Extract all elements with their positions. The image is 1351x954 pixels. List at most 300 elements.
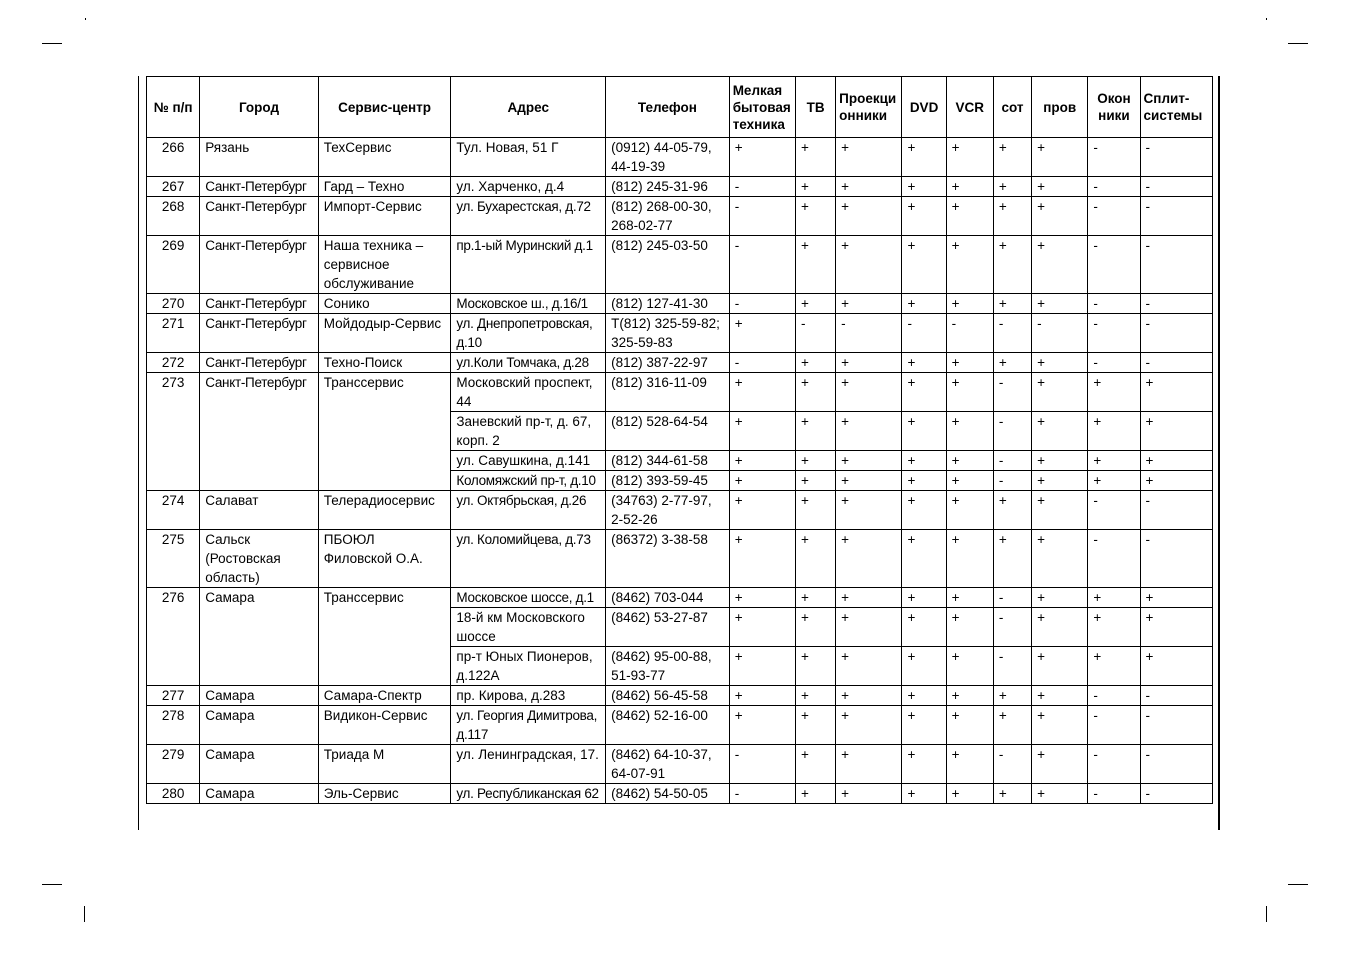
table-row — [147, 686, 1213, 706]
address-cell: Коломяжский пр-т, д.10 — [451, 471, 606, 491]
page-margin-line-right — [1218, 76, 1220, 830]
header-row — [147, 77, 1213, 138]
service-availability-cell: + — [946, 373, 993, 412]
service-availability-cell: + — [1088, 608, 1140, 647]
city-cell: Самара — [200, 686, 319, 706]
col-header-address: Адрес — [451, 77, 606, 138]
service-availability-cell: + — [946, 138, 993, 177]
col-header-split: Сплит- системы — [1140, 77, 1212, 138]
service-availability-cell: + — [836, 491, 902, 530]
service-availability-cell: + — [946, 686, 993, 706]
address-cell: Тул. Новая, 51 Г — [451, 138, 606, 177]
service-availability-cell: + — [836, 706, 902, 745]
service-availability-cell: + — [902, 745, 946, 784]
crop-mark — [42, 884, 62, 885]
service-availability-cell: + — [729, 686, 795, 706]
city-cell: Санкт-Петербург — [200, 177, 319, 197]
city-cell: Санкт-Петербург — [200, 353, 319, 373]
phone-cell: (8462) 54-50-05 — [606, 784, 730, 804]
service-availability-cell: + — [836, 745, 902, 784]
phone-cell: (34763) 2-77-97, 2-52-26 — [606, 491, 730, 530]
service-availability-cell: + — [993, 294, 1031, 314]
service-availability-cell: - — [1140, 745, 1212, 784]
service-availability-cell: + — [993, 353, 1031, 373]
service-availability-cell: + — [946, 491, 993, 530]
address-cell: ул. Бухарестская, д.72 — [451, 197, 606, 236]
table-row — [147, 197, 1213, 236]
service-availability-cell: - — [729, 197, 795, 236]
service-availability-cell: - — [1140, 686, 1212, 706]
service-availability-cell: + — [902, 294, 946, 314]
service-availability-cell: + — [836, 373, 902, 412]
service-availability-cell: + — [795, 745, 835, 784]
service-availability-cell: + — [993, 177, 1031, 197]
service-availability-cell: + — [1032, 294, 1088, 314]
service-availability-cell: - — [1088, 745, 1140, 784]
service-availability-cell: - — [1032, 314, 1088, 353]
service-availability-cell: + — [729, 647, 795, 686]
service-availability-cell: + — [946, 471, 993, 491]
phone-cell: (8462) 95-00-88, 51-93-77 — [606, 647, 730, 686]
service-availability-cell: + — [795, 294, 835, 314]
row-number-cell: 271 — [147, 314, 200, 353]
service-availability-cell: + — [1032, 745, 1088, 784]
service-availability-cell: + — [795, 138, 835, 177]
service-availability-cell: - — [1088, 197, 1140, 236]
row-number-cell: 272 — [147, 353, 200, 373]
service-center-cell: Транссервис — [318, 588, 451, 686]
phone-cell: (8462) 53-27-87 — [606, 608, 730, 647]
row-number-cell: 270 — [147, 294, 200, 314]
service-availability-cell: + — [795, 451, 835, 471]
service-availability-cell: + — [795, 236, 835, 294]
service-center-cell: Импорт-Сервис — [318, 197, 451, 236]
service-availability-cell: - — [1088, 314, 1140, 353]
row-number-cell: 277 — [147, 686, 200, 706]
service-availability-cell: + — [946, 745, 993, 784]
service-availability-cell: + — [836, 236, 902, 294]
service-availability-cell: - — [993, 588, 1031, 608]
row-number-cell: 273 — [147, 373, 200, 491]
service-availability-cell: + — [1088, 451, 1140, 471]
service-availability-cell: + — [1032, 530, 1088, 588]
phone-cell: (812) 387-22-97 — [606, 353, 730, 373]
service-availability-cell: - — [729, 294, 795, 314]
address-cell: ул.Коли Томчака, д.28 — [451, 353, 606, 373]
service-availability-cell: + — [795, 491, 835, 530]
service-center-cell: Мойдодыр-Сервис — [318, 314, 451, 353]
service-availability-cell: + — [946, 294, 993, 314]
service-availability-cell: - — [1140, 530, 1212, 588]
address-cell: ул. Георгия Димитрова, д.117 — [451, 706, 606, 745]
service-availability-cell: + — [902, 373, 946, 412]
service-availability-cell: + — [836, 412, 902, 451]
row-number-cell: 269 — [147, 236, 200, 294]
service-availability-cell: + — [1140, 471, 1212, 491]
service-availability-cell: - — [993, 647, 1031, 686]
service-availability-cell: - — [729, 745, 795, 784]
col-header-wired: пров — [1032, 77, 1088, 138]
service-availability-cell: - — [729, 784, 795, 804]
phone-cell: (812) 528-64-54 — [606, 412, 730, 451]
page-margin-line-left — [138, 76, 139, 830]
service-availability-cell: - — [902, 314, 946, 353]
city-cell: Самара — [200, 588, 319, 686]
service-center-cell: Самара-Спектр — [318, 686, 451, 706]
row-number-cell: 268 — [147, 197, 200, 236]
service-availability-cell: + — [1032, 784, 1088, 804]
service-availability-cell: - — [1088, 706, 1140, 745]
table-body — [147, 138, 1213, 804]
service-availability-cell: + — [729, 138, 795, 177]
service-availability-cell: + — [1032, 353, 1088, 373]
service-availability-cell: - — [993, 412, 1031, 451]
phone-cell: (8462) 52-16-00 — [606, 706, 730, 745]
service-availability-cell: + — [729, 706, 795, 745]
service-availability-cell: + — [993, 138, 1031, 177]
service-availability-cell: + — [946, 236, 993, 294]
service-center-cell: Наша техника – сервисное обслуживание — [318, 236, 451, 294]
table-row — [147, 706, 1213, 745]
service-availability-cell: + — [729, 451, 795, 471]
service-availability-cell: + — [1140, 451, 1212, 471]
phone-cell: (812) 245-31-96 — [606, 177, 730, 197]
service-availability-cell: + — [902, 686, 946, 706]
phone-cell: (0912) 44-05-79, 44-19-39 — [606, 138, 730, 177]
col-header-projectors: Проекци онники — [836, 77, 902, 138]
city-cell: Санкт-Петербург — [200, 294, 319, 314]
address-cell: пр.1-ый Муринский д.1 — [451, 236, 606, 294]
service-availability-cell: + — [1032, 197, 1088, 236]
phone-cell: (8462) 703-044 — [606, 588, 730, 608]
row-number-cell: 267 — [147, 177, 200, 197]
service-availability-cell: + — [795, 471, 835, 491]
col-header-num: № п/п — [147, 77, 200, 138]
service-availability-cell: + — [1088, 647, 1140, 686]
service-availability-cell: - — [1088, 138, 1140, 177]
service-availability-cell: - — [1088, 530, 1140, 588]
address-cell: ул. Республиканская 62 — [451, 784, 606, 804]
service-center-cell: Гард – Техно — [318, 177, 451, 197]
service-availability-cell: - — [993, 314, 1031, 353]
service-availability-cell: + — [729, 588, 795, 608]
service-availability-cell: + — [836, 686, 902, 706]
service-availability-cell: + — [902, 236, 946, 294]
service-availability-cell: + — [795, 706, 835, 745]
city-cell: Самара — [200, 784, 319, 804]
service-availability-cell: - — [1140, 294, 1212, 314]
address-cell: ул. Савушкина, д.141 — [451, 451, 606, 471]
service-availability-cell: + — [795, 197, 835, 236]
phone-cell: (812) 344-61-58 — [606, 451, 730, 471]
row-number-cell: 266 — [147, 138, 200, 177]
crop-mark — [42, 43, 62, 44]
address-cell: ул. Коломийцева, д.73 — [451, 530, 606, 588]
service-availability-cell: - — [1088, 236, 1140, 294]
crop-mark — [1288, 43, 1308, 44]
service-availability-cell: + — [795, 784, 835, 804]
service-availability-cell: + — [902, 353, 946, 373]
col-header-tv: ТВ — [795, 77, 835, 138]
service-availability-cell: + — [993, 197, 1031, 236]
service-availability-cell: + — [836, 530, 902, 588]
service-center-cell: ТехСервис — [318, 138, 451, 177]
service-availability-cell: - — [1140, 138, 1212, 177]
phone-cell: (812) 268-00-30, 268-02-77 — [606, 197, 730, 236]
service-availability-cell: + — [836, 197, 902, 236]
service-availability-cell: - — [1088, 353, 1140, 373]
service-availability-cell: + — [795, 608, 835, 647]
phone-cell: (812) 316-11-09 — [606, 373, 730, 412]
row-number-cell: 276 — [147, 588, 200, 686]
service-availability-cell: + — [1140, 608, 1212, 647]
service-availability-cell: + — [993, 236, 1031, 294]
service-availability-cell: - — [993, 608, 1031, 647]
service-availability-cell: + — [729, 491, 795, 530]
service-center-cell: Транссервис — [318, 373, 451, 491]
service-availability-cell: + — [729, 608, 795, 647]
service-availability-cell: + — [1140, 412, 1212, 451]
service-availability-cell: + — [946, 451, 993, 471]
table-row — [147, 745, 1213, 784]
service-availability-cell: + — [836, 138, 902, 177]
service-availability-cell: + — [1032, 236, 1088, 294]
service-availability-cell: - — [795, 314, 835, 353]
service-availability-cell: + — [946, 647, 993, 686]
city-cell: Самара — [200, 706, 319, 745]
city-cell: Санкт-Петербург — [200, 314, 319, 353]
service-availability-cell: - — [1140, 353, 1212, 373]
address-cell: пр. Кирова, д.283 — [451, 686, 606, 706]
service-availability-cell: + — [795, 373, 835, 412]
service-availability-cell: + — [1032, 686, 1088, 706]
city-cell: Рязань — [200, 138, 319, 177]
service-availability-cell: + — [902, 177, 946, 197]
service-availability-cell: + — [1088, 471, 1140, 491]
service-availability-cell: + — [795, 588, 835, 608]
phone-cell: (812) 245-03-50 — [606, 236, 730, 294]
service-availability-cell: + — [902, 138, 946, 177]
crop-mark — [1288, 884, 1308, 885]
service-availability-cell: + — [795, 647, 835, 686]
service-availability-cell: + — [993, 530, 1031, 588]
service-availability-cell: + — [946, 177, 993, 197]
service-availability-cell: - — [1088, 784, 1140, 804]
service-availability-cell: + — [946, 784, 993, 804]
service-center-table — [146, 76, 1213, 804]
table-row — [147, 588, 1213, 608]
row-number-cell: 274 — [147, 491, 200, 530]
col-header-center: Сервис-центр — [318, 77, 451, 138]
address-cell: Московское ш., д.16/1 — [451, 294, 606, 314]
col-header-small-appliances: Мелкая бытовая техника — [729, 77, 795, 138]
col-header-vcr: VCR — [946, 77, 993, 138]
service-availability-cell: + — [795, 353, 835, 373]
service-availability-cell: + — [1088, 412, 1140, 451]
service-center-cell: Триада М — [318, 745, 451, 784]
service-availability-cell: - — [1088, 686, 1140, 706]
service-availability-cell: + — [1140, 647, 1212, 686]
service-availability-cell: + — [1032, 373, 1088, 412]
service-availability-cell: - — [1088, 177, 1140, 197]
service-availability-cell: + — [729, 314, 795, 353]
col-header-mobile: сот — [993, 77, 1031, 138]
address-cell: ул. Днепропетровская, д.10 — [451, 314, 606, 353]
service-availability-cell: + — [902, 647, 946, 686]
service-availability-cell: + — [1032, 451, 1088, 471]
service-availability-cell: + — [993, 491, 1031, 530]
service-availability-cell: - — [729, 177, 795, 197]
service-center-cell: Видикон-Сервис — [318, 706, 451, 745]
service-availability-cell: + — [836, 647, 902, 686]
service-availability-cell: + — [993, 686, 1031, 706]
city-cell: Санкт-Петербург — [200, 236, 319, 294]
service-availability-cell: + — [993, 706, 1031, 745]
table-row — [147, 314, 1213, 353]
service-availability-cell: - — [1140, 197, 1212, 236]
service-availability-cell: + — [836, 588, 902, 608]
address-cell: ул. Октябрьская, д.26 — [451, 491, 606, 530]
table-row — [147, 373, 1213, 412]
service-center-cell: Сонико — [318, 294, 451, 314]
phone-cell: (812) 127-41-30 — [606, 294, 730, 314]
service-availability-cell: + — [1032, 412, 1088, 451]
address-cell: пр-т Юных Пионеров, д.122А — [451, 647, 606, 686]
service-availability-cell: + — [902, 784, 946, 804]
col-header-dvd: DVD — [902, 77, 946, 138]
service-availability-cell: - — [1140, 236, 1212, 294]
city-cell: Самара — [200, 745, 319, 784]
address-cell: Московское шоссе, д.1 — [451, 588, 606, 608]
service-availability-cell: + — [902, 471, 946, 491]
service-availability-cell: + — [729, 412, 795, 451]
service-availability-cell: + — [902, 706, 946, 745]
address-cell: 18-й км Московского шоссе — [451, 608, 606, 647]
service-availability-cell: + — [902, 451, 946, 471]
service-availability-cell: + — [946, 706, 993, 745]
service-availability-cell: + — [902, 608, 946, 647]
service-availability-cell: + — [1140, 588, 1212, 608]
table-row — [147, 530, 1213, 588]
service-availability-cell: + — [1140, 373, 1212, 412]
service-availability-cell: + — [836, 608, 902, 647]
phone-cell: (86372) 3-38-58 — [606, 530, 730, 588]
service-availability-cell: - — [993, 373, 1031, 412]
service-availability-cell: + — [946, 197, 993, 236]
service-availability-cell: + — [1088, 588, 1140, 608]
city-cell: Салават — [200, 491, 319, 530]
service-availability-cell: + — [729, 530, 795, 588]
service-availability-cell: + — [1032, 588, 1088, 608]
table-row — [147, 294, 1213, 314]
service-availability-cell: + — [1032, 608, 1088, 647]
service-availability-cell: + — [946, 608, 993, 647]
service-availability-cell: + — [1032, 706, 1088, 745]
service-availability-cell: - — [946, 314, 993, 353]
phone-cell: (8462) 56-45-58 — [606, 686, 730, 706]
service-availability-cell: + — [1032, 491, 1088, 530]
address-cell: ул. Харченко, д.4 — [451, 177, 606, 197]
crop-mark — [1266, 906, 1267, 922]
service-availability-cell: + — [836, 471, 902, 491]
crop-mark — [85, 18, 86, 20]
service-availability-cell: - — [993, 745, 1031, 784]
service-availability-cell: + — [1032, 647, 1088, 686]
table-row — [147, 138, 1213, 177]
col-header-phone: Телефон — [606, 77, 730, 138]
city-cell: Санкт-Петербург — [200, 197, 319, 236]
service-availability-cell: + — [795, 177, 835, 197]
service-availability-cell: + — [836, 451, 902, 471]
service-availability-cell: + — [902, 491, 946, 530]
service-availability-cell: - — [1140, 491, 1212, 530]
service-availability-cell: + — [946, 588, 993, 608]
row-number-cell: 280 — [147, 784, 200, 804]
service-availability-cell: + — [729, 373, 795, 412]
table-row — [147, 784, 1213, 804]
service-availability-cell: - — [1140, 706, 1212, 745]
service-availability-cell: - — [993, 451, 1031, 471]
service-availability-cell: + — [946, 353, 993, 373]
service-availability-cell: - — [729, 353, 795, 373]
crop-mark — [84, 906, 85, 922]
col-header-windows: Окон ники — [1088, 77, 1140, 138]
service-availability-cell: + — [902, 412, 946, 451]
address-cell: Заневский пр-т, д. 67, корп. 2 — [451, 412, 606, 451]
service-availability-cell: + — [902, 588, 946, 608]
service-availability-cell: + — [729, 471, 795, 491]
service-availability-cell: + — [836, 177, 902, 197]
phone-cell: (812) 393-59-45 — [606, 471, 730, 491]
service-availability-cell: + — [1032, 138, 1088, 177]
service-availability-cell: + — [795, 686, 835, 706]
city-cell: Санкт-Петербург — [200, 373, 319, 491]
city-cell: Сальск (Ростовская область) — [200, 530, 319, 588]
phone-cell: (8462) 64-10-37, 64-07-91 — [606, 745, 730, 784]
row-number-cell: 278 — [147, 706, 200, 745]
service-availability-cell: + — [1032, 471, 1088, 491]
service-availability-cell: + — [993, 784, 1031, 804]
service-availability-cell: - — [1088, 294, 1140, 314]
row-number-cell: 275 — [147, 530, 200, 588]
address-cell: ул. Ленинградская, 17. — [451, 745, 606, 784]
table-row — [147, 236, 1213, 294]
service-center-cell: Телерадиосервис — [318, 491, 451, 530]
service-availability-cell: - — [993, 471, 1031, 491]
service-availability-cell: + — [946, 412, 993, 451]
table-row — [147, 177, 1213, 197]
table-row — [147, 491, 1213, 530]
table-row — [147, 353, 1213, 373]
service-availability-cell: - — [836, 314, 902, 353]
service-availability-cell: + — [1088, 373, 1140, 412]
service-availability-cell: + — [836, 353, 902, 373]
service-availability-cell: - — [1140, 177, 1212, 197]
col-header-city: Город — [200, 77, 319, 138]
address-cell: Московский проспект, 44 — [451, 373, 606, 412]
service-center-cell: Техно-Поиск — [318, 353, 451, 373]
service-center-cell: ПБОЮЛ Филовской О.А. — [318, 530, 451, 588]
service-availability-cell: + — [795, 412, 835, 451]
service-availability-cell: - — [1140, 314, 1212, 353]
phone-cell: Т(812) 325-59-82; 325-59-83 — [606, 314, 730, 353]
service-availability-cell: + — [836, 784, 902, 804]
service-availability-cell: + — [902, 530, 946, 588]
service-availability-cell: - — [1088, 491, 1140, 530]
service-availability-cell: - — [1140, 784, 1212, 804]
service-availability-cell: + — [836, 294, 902, 314]
service-availability-cell: + — [902, 197, 946, 236]
